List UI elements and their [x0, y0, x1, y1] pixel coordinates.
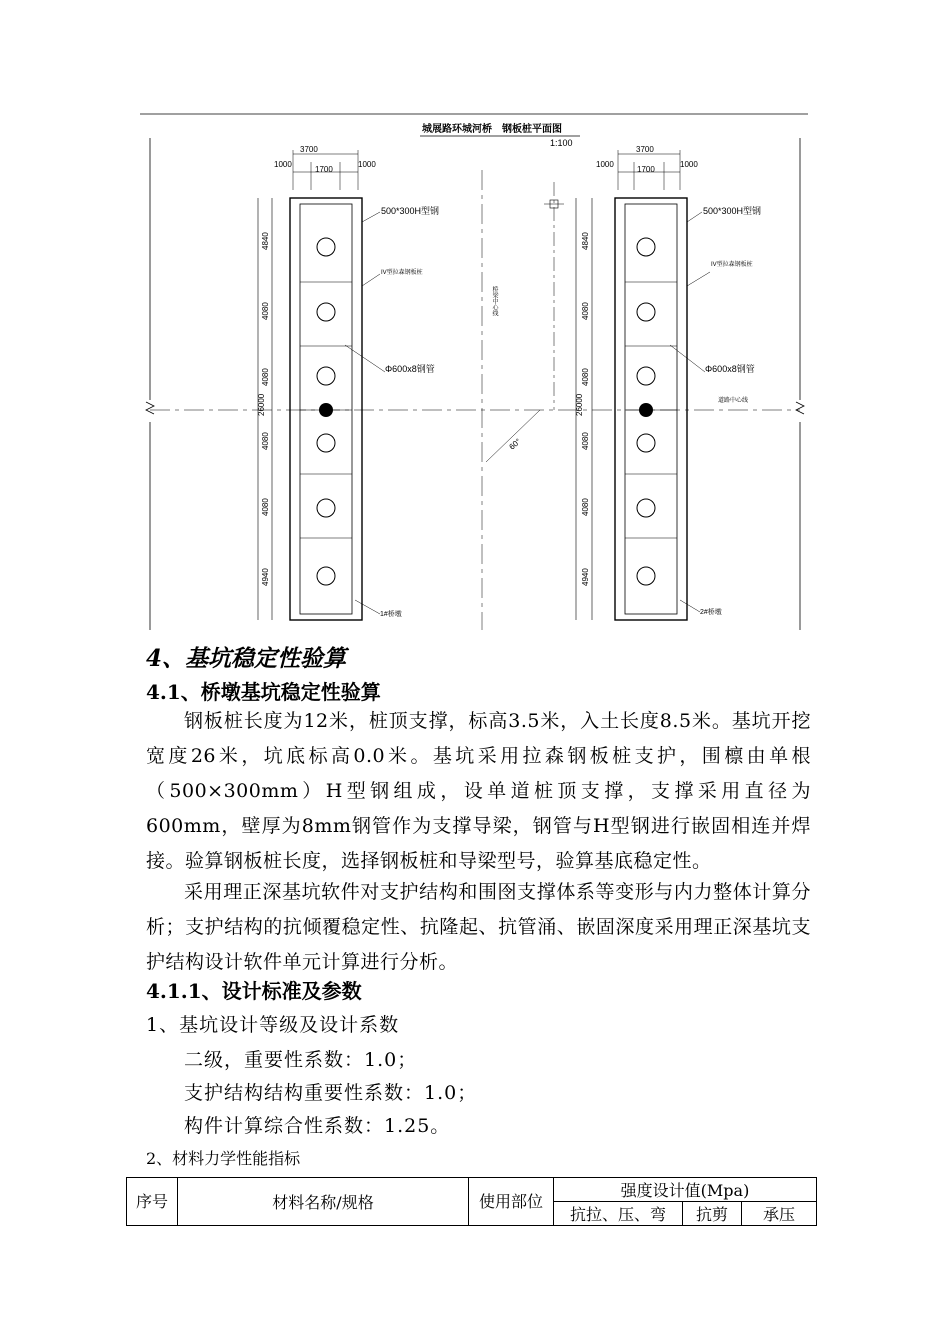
svg-text:4080: 4080: [261, 368, 270, 386]
drawing-title-left: 城展路环城河桥: [422, 124, 492, 135]
svg-text:4080: 4080: [261, 302, 270, 320]
pile-plan-svg: [140, 110, 810, 630]
svg-text:500*300H型钢: 500*300H型钢: [703, 206, 762, 216]
sub-header-tension: 抗拉、压、弯: [554, 1202, 683, 1226]
section-heading: 4、基坑稳定性验算: [146, 645, 347, 672]
paragraph-2: 采用理正深基坑软件对支护结构和围囹支撑体系等变形与内力整体计算分析；支护结构的抗倾覆稳定性、抗隆起、抗管涌、嵌固深度采用理正深基坑支护结构设计软件单元计算进行分析。: [146, 881, 811, 973]
svg-text:1700: 1700: [315, 165, 333, 174]
svg-text:IV型拉森钢板桩: IV型拉森钢板桩: [381, 270, 423, 276]
pile-plan-drawing: [140, 110, 810, 630]
right-pile-group: [544, 145, 761, 620]
svg-text:26000: 26000: [575, 393, 584, 416]
svg-text:Φ600x8钢管: Φ600x8钢管: [705, 364, 755, 374]
subsection-heading-2: 4.1.1、设计标准及参数: [146, 979, 362, 1003]
col-header-strength: 强度设计值(Mpa): [554, 1178, 817, 1202]
svg-text:4840: 4840: [261, 232, 270, 250]
paragraph-1: 钢板桩长度为12米，桩顶支撑，标高3.5米，入土长度8.5米。基坑开挖宽度26米，坑底标高0.0米。基坑采用拉森钢板桩支护，围檩由单根（500×300mm）H型钢组成，设单道桩顶支撑，支撑采用直径为600mm，壁厚为8mm钢管作为支撑导梁，钢管与H型钢进行嵌固相连并焊接。验算钢板桩长度，选择钢板桩和导梁型号，验算基底稳定性。: [146, 710, 811, 872]
svg-text:Φ600x8钢管: Φ600x8钢管: [385, 364, 435, 374]
svg-text:1000: 1000: [358, 160, 376, 169]
col-header-use: 使用部位: [469, 1178, 554, 1226]
svg-text:3700: 3700: [300, 145, 318, 154]
svg-text:4940: 4940: [581, 568, 590, 586]
col-header-name: 材料名称/规格: [178, 1178, 469, 1226]
svg-text:2#桥墩: 2#桥墩: [700, 609, 722, 616]
sub-header-bearing: 承压: [742, 1202, 817, 1226]
sub-header-shear: 抗剪: [683, 1202, 742, 1226]
svg-text:1000: 1000: [274, 160, 292, 169]
list-item-1: 1、基坑设计等级及设计系数: [146, 1014, 400, 1036]
svg-text:1#桥墩: 1#桥墩: [380, 611, 402, 618]
drawing-title-right: 钢板桩平面图: [502, 124, 562, 135]
list-item-1c: 构件计算综合性系数：1.25。: [184, 1115, 451, 1137]
svg-text:4080: 4080: [581, 368, 590, 386]
list-item-1a: 二级，重要性系数：1.0；: [184, 1049, 418, 1071]
svg-text:4940: 4940: [261, 568, 270, 586]
left-pile-group: [257, 145, 439, 620]
svg-text:4080: 4080: [261, 432, 270, 450]
svg-text:1000: 1000: [680, 160, 698, 169]
list-item-1b: 支护结构结构重要性系数：1.0；: [184, 1082, 478, 1104]
svg-text:道路中心线: 道路中心线: [718, 398, 749, 404]
svg-text:26000: 26000: [257, 393, 266, 416]
svg-text:4080: 4080: [581, 302, 590, 320]
svg-text:4080: 4080: [261, 498, 270, 516]
drawing-scale: 1:100: [550, 138, 573, 148]
svg-text:桥梁中心线: 桥梁中心线: [491, 286, 497, 316]
svg-text:1000: 1000: [596, 160, 614, 169]
svg-text:3700: 3700: [636, 145, 654, 154]
svg-text:4080: 4080: [581, 432, 590, 450]
material-table: [126, 1177, 817, 1226]
svg-text:4080: 4080: [581, 498, 590, 516]
list-item-2: 2、材料力学性能指标: [146, 1149, 301, 1168]
svg-text:60°: 60°: [507, 436, 523, 452]
svg-text:IV型拉森钢板桩: IV型拉森钢板桩: [711, 262, 753, 268]
svg-text:1700: 1700: [637, 165, 655, 174]
svg-text:500*300H型钢: 500*300H型钢: [381, 206, 440, 216]
svg-text:4840: 4840: [581, 232, 590, 250]
col-header-no: 序号: [127, 1178, 178, 1226]
subsection-heading: 4.1、桥墩基坑稳定性验算: [146, 680, 381, 704]
